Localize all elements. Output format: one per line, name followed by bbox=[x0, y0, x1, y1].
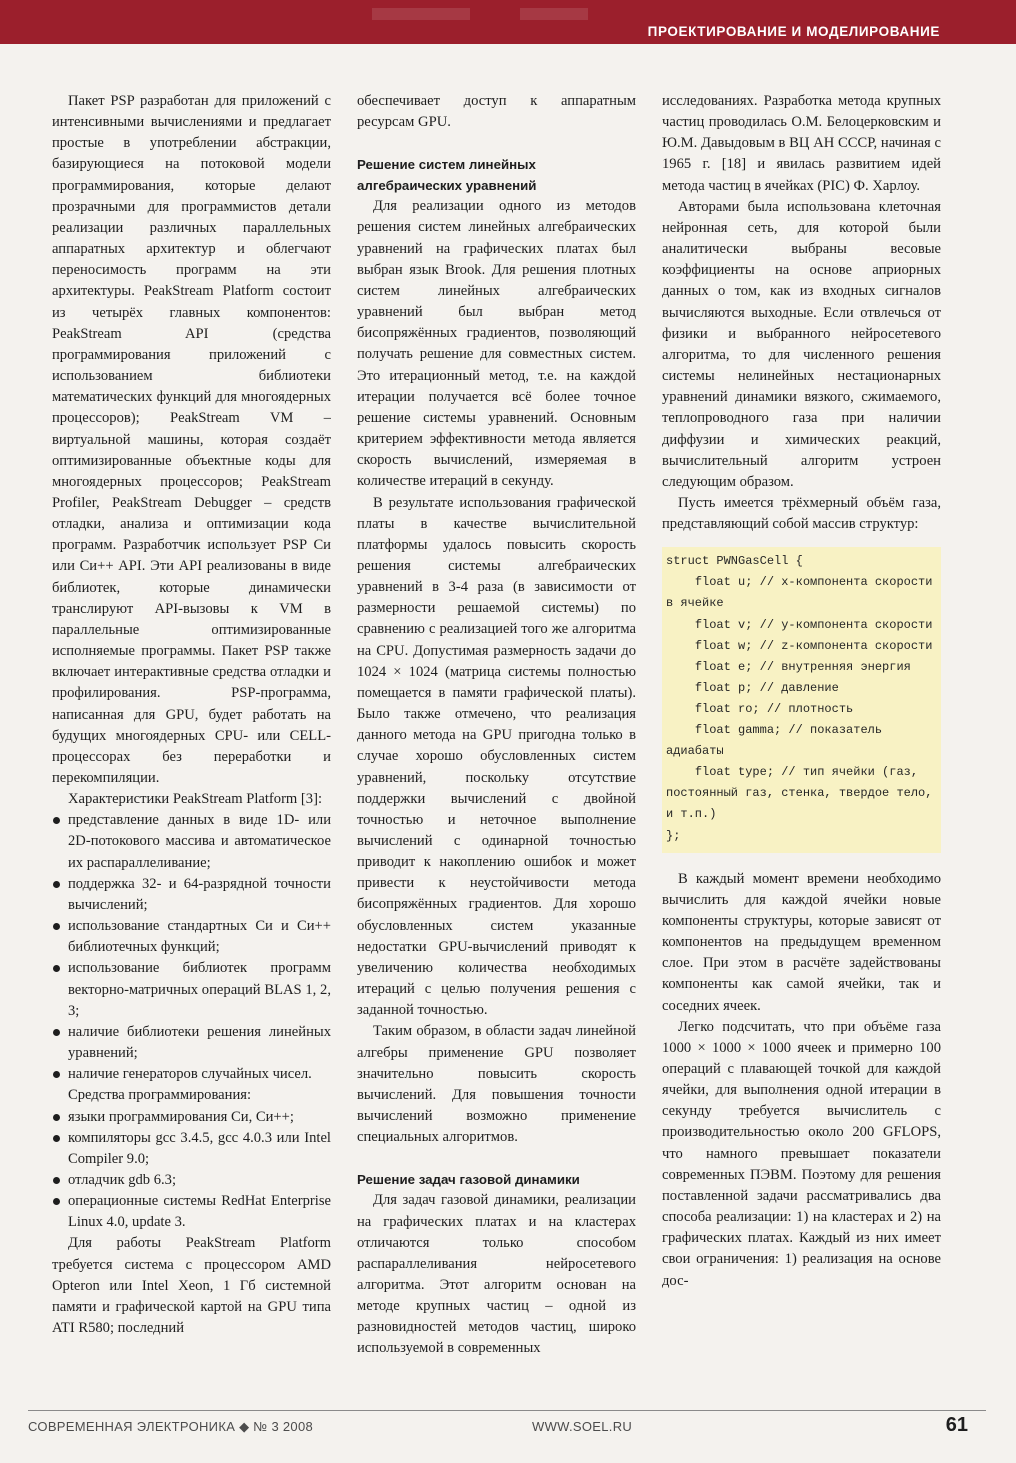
list-item: компиляторы gcc 3.4.5, gcc 4.0.3 или Intel Compiler 9.0; bbox=[52, 1128, 331, 1170]
section-heading: Решение систем линейных алгебраических уравнений bbox=[357, 157, 537, 194]
text-column-2 bbox=[357, 91, 636, 1399]
text-column-3 bbox=[662, 91, 941, 1399]
list-item: языки программирования Си, Си++; bbox=[52, 1107, 331, 1128]
list-item: использование библиотек программ векторно-матричных операций BLAS 1, 2, 3; bbox=[52, 958, 331, 1021]
paragraph: исследованиях. Разработка метода крупных частиц проводилась О.М. Белоцерковским и Ю.М. Давыдовым в ВЦ АН СССР, начиная с 1965 г. [18] и явилась развитием идей метода частиц в ячейках (PIC) Ф. Харлоу. bbox=[662, 93, 941, 194]
paragraph: Характеристики PeakStream Platform [3]: bbox=[68, 791, 323, 808]
section-title: ПРОЕКТИРОВАНИЕ И МОДЕЛИРОВАНИЕ bbox=[647, 24, 940, 39]
section-heading: Решение задач газовой динамики bbox=[357, 1172, 580, 1188]
paragraph: обеспечивает доступ к аппаратным ресурсам GPU. bbox=[357, 93, 636, 131]
footer-divider bbox=[28, 1410, 986, 1411]
header-ghost-text bbox=[372, 8, 470, 20]
paragraph: Пусть имеется трёхмерный объём газа, представляющий собой массив структур: bbox=[662, 494, 941, 533]
website-link[interactable]: WWW.SOEL.RU bbox=[532, 1419, 633, 1434]
header-ghost-text bbox=[520, 8, 588, 20]
paragraph: Легко подсчитать, что при объёме газа 1000 × 1000 × 1000 ячеек и примерно 100 операций с плавающей точкой для каждой ячейки, для выполнения одной итерации в секунду требуется вычислитель с производительностью около 200 GFLOPS, что намного превышает показатели современных ПЭВМ. Поэтому для решения поставленной задачи рассматривались два способа реализации: 1) на кластерах и 2) на графических платах. Каждый из них имеет свои ограничения: 1) реализация на основе дос- bbox=[662, 1018, 941, 1289]
paragraph: Для задач газовой динамики, реализации на графических платах и на кластерах отличаются только способом распараллеливания нейросетевого алгоритма. Этот алгоритм основан на методе крупных частиц – одной из разновидностей методов частиц, широко используемой в современных bbox=[357, 1192, 636, 1357]
features-list bbox=[52, 810, 331, 1085]
list-item: использование стандартных Си и Си++ библиотечных функций; bbox=[52, 916, 331, 958]
tools-list bbox=[52, 1107, 331, 1234]
paragraph: Пакет PSP разработан для приложений с интенсивными вычислениями и предлагает простые в употреблении абстракции, базирующиеся на потоковой модели программирования, которые делают прозрачными для программистов детали реализации различных параллельных аппаратных архитектур и облегчают переносимость программ на эти архитектуры. PeakStream Platform состоит из четырёх главных компонентов: PeakStream API (средства программирования приложений с использованием библиотеки математических функций для многоядерных процессоров); PeakStream VM – виртуальной машины, которая создаёт оптимизированные объектные коды для многоядерных процессоров; PeakStream Profiler, PeakStream Debugger – средств отладки, анализа и оптимизации кода программ. Разработчик использует PSP Си или Си++ API. Эти API реализованы в виде библиотек, которые динамически транслируют API-вызовы к VM в параллельные оптимизированные исполняемые программы. Пакет PSP также включает интерактивные средства отладки и профилирования. PSP-программа, написанная для GPU, будет работать на будущих многоядерных CPU- или CELL-процессорах без переработки и перекомпиляции. bbox=[52, 93, 331, 786]
paragraph: В каждый момент времени необходимо вычислить для каждой ячейки новые компоненты структуры, которые зависят от компонентов на предыдущем временном слое. При этом в расчёте задействованы компоненты как самой ячейки, так и соседних ячеек. bbox=[662, 870, 941, 1014]
list-item: операционные системы RedHat Enterprise Linux 4.0, update 3. bbox=[52, 1191, 331, 1233]
paragraph: Таким образом, в области задач линейной алгебры применение GPU позволяет значительно повысить скорость вычислений. Для повышения точности вычислений возможно применение специальных алгоритмов. bbox=[357, 1023, 636, 1146]
header-bar bbox=[0, 0, 1016, 44]
magazine-issue: СОВРЕМЕННАЯ ЭЛЕКТРОНИКА ◆ № 3 2008 bbox=[28, 1419, 314, 1434]
list-item: наличие генераторов случайных чисел. bbox=[52, 1064, 331, 1085]
paragraph: Для работы PeakStream Platform требуется система с процессором AMD Opteron или Intel Xeon, 1 Гб системной памяти и графической картой на GPU типа ATI R580; последний bbox=[52, 1235, 331, 1337]
paragraph: Авторами была использована клеточная нейронная сеть, для которой были аналитически выбраны весовые коэффициенты на основе априорных данных о том, как из входных сигналов вычисляются выходные. Если отвлечься от физики и выбранного нейросетевого алгоритма, то для численного решения системы нелинейных нестационарных уравнений динамики вязкого, сжимаемого, теплопроводного газа при наличии диффузии и химических реакций, вычислительный алгоритм устроен следующим образом. bbox=[662, 198, 941, 490]
paragraph: Для реализации одного из методов решения систем линейных алгебраических уравнений на графических платах был выбран язык Brook. Для решения плотных систем линейных алгебраических уравнений был выбран метод бисопряжённых градиентов, позволяющий получать решение для совместных систем. Это итерационный метод, т.е. на каждой итерации получается всё более точное решение системы уравнений. Основным критерием эффективности метода является скорость вычислений, измеряемая в количестве итераций в секунду. bbox=[357, 198, 636, 490]
page-number: 61 bbox=[945, 1414, 968, 1436]
code-block: struct PWNGasCell { float u; // x-компонента скорости в ячейке float v; // y-компонента скорости float w; // z-компонента скорости float e; // внутренняя энергия float p; // давление float ro; // плотность float gamma; // показатель адиабаты float type; // тип ячейки (газ, постоянный газ, стенка, твердое тело, и т.п.) }; bbox=[662, 547, 941, 852]
list-item: наличие библиотеки решения линейных уравнений; bbox=[52, 1022, 331, 1064]
paragraph: Средства программирования: bbox=[68, 1087, 252, 1104]
paragraph: В результате использования графической платы в качестве вычислительной платформы удалось повысить скорость решения системы алгебраических уравнений в 3-4 раза (в зависимости от размерности решаемой системы) по сравнению с реализацией того же алгоритма на CPU. Допустимая размерность задачи до 1024 × 1024 (матрица системы полностью помещается в памяти графической платы). Было также отмечено, что реализация данного метода на GPU пригодна только в случае хорошо обусловленных систем уравнений, поскольку отсутствие поддержки вычислений с двойной точностью и неточное выполнение вычислений с одинарной точностью приводит к накоплению ошибок и может привести к неустойчивости метода бисопряжённых градиентов. Для хорошо обусловленных систем указанные недостатки GPU-вычислений приводят к увеличению количества необходимых итераций с целью получения решения с заданной точностью. bbox=[357, 494, 636, 1019]
list-item: отладчик gdb 6.3; bbox=[52, 1170, 331, 1191]
list-item: представление данных в виде 1D- или 2D-потокового массива и автоматическое их распараллеливание; bbox=[52, 810, 331, 873]
text-column-1 bbox=[52, 91, 331, 1399]
list-item: поддержка 32- и 64-разрядной точности вычислений; bbox=[52, 874, 331, 916]
